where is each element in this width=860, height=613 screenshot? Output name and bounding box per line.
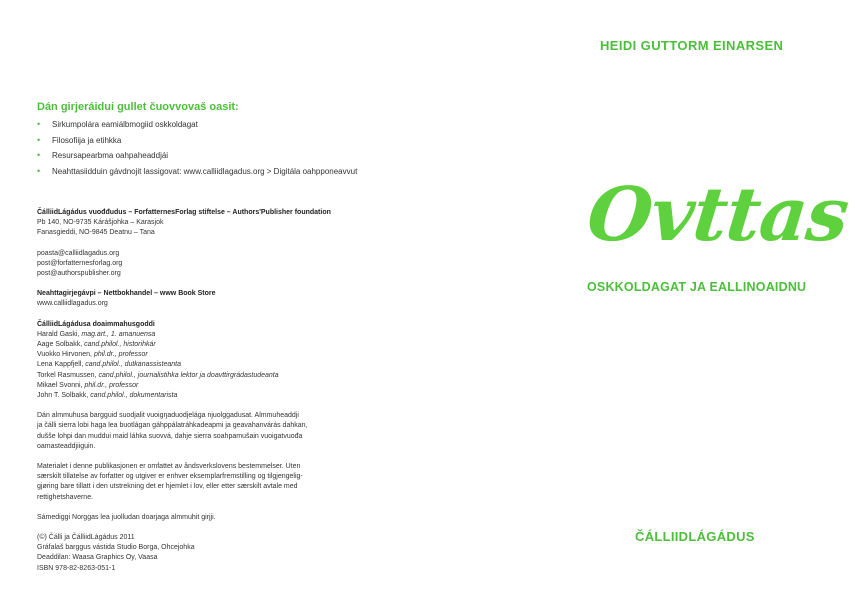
- copyright-line: særskilt tillatelse av forfatter og utgiver er enhver eksemplarfremstilling og tilgjengelig-: [37, 473, 303, 481]
- copyright-sami: [37, 411, 357, 452]
- publisher-name: ČÁLLIIDLÁGÁDUS: [635, 529, 755, 544]
- address-line: Pb 140, NO-9735 Kárášjohka – Karasjok: [37, 219, 164, 227]
- editor-name: John T. Solbakk,: [37, 392, 91, 400]
- copyright-norwegian: [37, 462, 357, 503]
- copyright-line: rettighetshaverne.: [37, 493, 94, 501]
- copyright-line: gjøring bare tillatt i den utstrekning det er hjemlet i lov, eller etter særskilt avtale med: [37, 483, 298, 491]
- email-block: [37, 249, 357, 280]
- editor-line: [37, 391, 357, 401]
- editor-role: cand.philol., dokumentarista: [90, 392, 178, 400]
- copyright-line: Dán almmuhusa bargguid suodjalit vuoigŋaduodjelága njuolggadusat. Almmuheaddji: [37, 412, 299, 420]
- isbn-line: ISBN 978-82-8263-051-1: [37, 564, 116, 572]
- copyright-line: ja čálli sierra lobi haga lea buotlágan gáhppálatráhkadeapmi ja geavahanvárás dahkan,: [37, 422, 308, 430]
- editor-name: Harald Gaski,: [37, 330, 82, 338]
- author-name: HEIDI GUTTORM EINARSEN: [600, 38, 784, 53]
- editor-role: phil.dr., professor: [93, 351, 148, 359]
- editor-line: [37, 381, 357, 391]
- editor-role: phil.dr., professor: [84, 381, 139, 389]
- series-contents: [37, 101, 437, 179]
- imprint-line: (©) Čálli ja ČálliidLágádus 2011: [37, 534, 135, 542]
- editor-role: cand.philol., historihkár: [84, 341, 156, 349]
- list-item: • Sirkumpolára eamiálbmogiid oskkoldagat: [37, 117, 437, 133]
- list-item: • Resursapearbma oahpaheaddjái: [37, 148, 437, 164]
- support-note: [37, 513, 357, 523]
- editor-line: [37, 360, 357, 370]
- support-line: Sámediggi Norggas lea juolludan doarjaga almmuhit girjji.: [37, 513, 216, 521]
- editor-name: Aage Solbakk,: [37, 341, 85, 349]
- editor-role: cand.philol., journalistihka lektor ja doavttirgrádastudeanta: [98, 371, 279, 379]
- foundation-heading: ČálliidLágádus vuođđudus – ForfatternesForlag stiftelse – Authors'Publisher foundation: [37, 209, 331, 216]
- copyright-line: Materialet i denne publikasjonen er omfattet av åndsverkslovens bestemmelser. Uten: [37, 463, 301, 471]
- foundation-block: [37, 208, 357, 239]
- shop-block: [37, 289, 357, 309]
- imprint-line: Gráfalaš barggus vástida Studio Borga, Ohcejohka: [37, 544, 195, 552]
- editor-name: Torkel Rasmussen,: [37, 371, 99, 379]
- shop-url: www.calliidlagadus.org: [37, 300, 108, 308]
- editor-role: mag.art., 1. amanuensa: [81, 330, 156, 338]
- list-item: • Neahttasiidduin gávdnojit lassigovat: www.calliidlagadus.org > Digitála oahpponeavvut: [37, 164, 437, 180]
- editor-name: Mikael Svonni,: [37, 381, 85, 389]
- copyright-line: oamasteaddjiiguin.: [37, 442, 96, 450]
- editor-line: [37, 371, 357, 381]
- list-item: • Filosofiija ja etihkka: [37, 133, 437, 149]
- book-title-logo: Ovttas: [583, 172, 852, 258]
- editors-block: [37, 320, 357, 402]
- book-subtitle: OSKKOLDAGAT JA EALLINOAIDNU: [587, 280, 807, 294]
- email-line: poasta@calliidlagadus.org: [37, 249, 120, 257]
- editors-heading: ČálliidLágádusa doaimmahusgoddi: [37, 320, 155, 328]
- imprint-line: Deaddilan: Waasa Graphics Oy, Vaasa: [37, 554, 158, 562]
- address-line: Fanasgieddi, NO-9845 Deatnu – Tana: [37, 229, 155, 237]
- copyright-line: dušše lohpi dan muddui maid láhka suovvá, dahje sierra soahpamušain vuoigatvuođa: [37, 432, 303, 440]
- colophon: [37, 208, 357, 584]
- shop-heading: Neahttagirjegávpi – Nettbokhandel – www Book Store: [37, 290, 216, 298]
- editor-role: cand.philol., dutkanassisteanta: [85, 361, 181, 369]
- editor-name: Lena Kappfjell,: [37, 361, 86, 369]
- imprint-block: [37, 533, 357, 574]
- series-list: [37, 117, 437, 179]
- email-line: post@authorspublisher.org: [37, 270, 121, 278]
- editor-name: Vuokko Hirvonen,: [37, 351, 94, 359]
- editor-line: [37, 340, 357, 350]
- series-heading: Dán girjeráidui gullet čuovvovaš oasit:: [37, 101, 239, 113]
- editor-line: [37, 330, 357, 340]
- editor-line: [37, 350, 357, 360]
- email-line: post@forfatternesforlag.org: [37, 259, 123, 267]
